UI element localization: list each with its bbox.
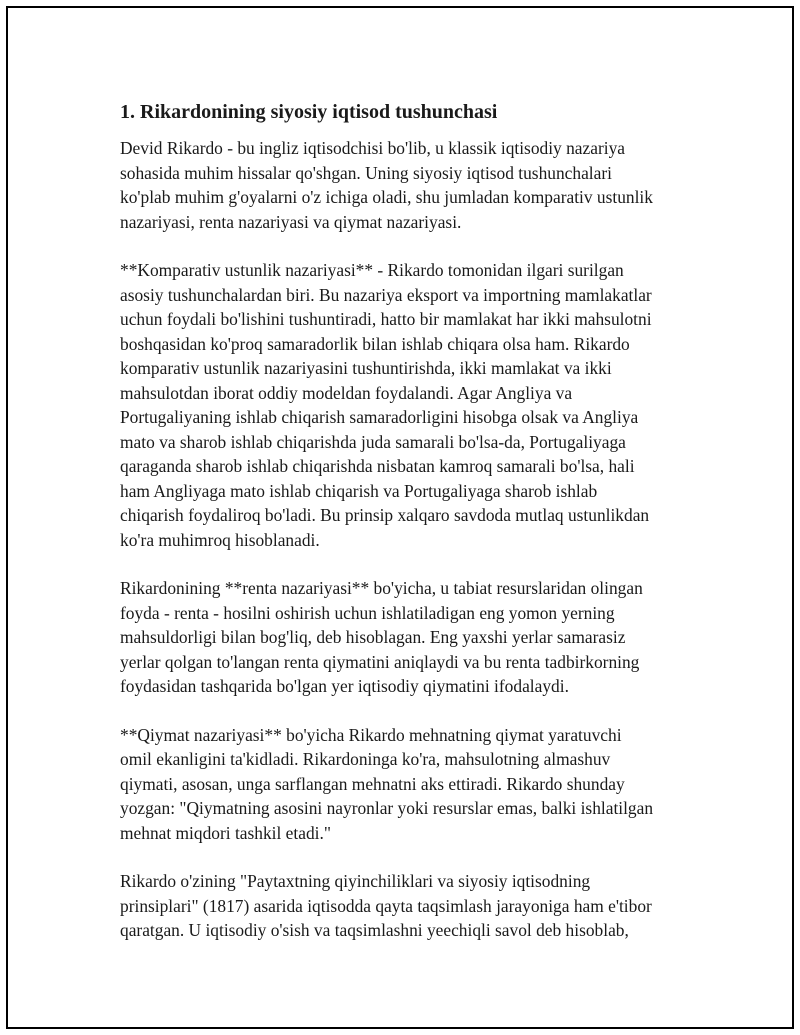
text-line: Rikardo o'zining "Paytaxtning qiyinchiliklari va siyosiy iqtisodning bbox=[120, 871, 591, 891]
text-line: **Qiymat nazariyasi** bo'yicha Rikardo mehnatning qiymat yaratuvchi bbox=[120, 724, 622, 745]
page-frame bbox=[6, 6, 794, 1029]
text-line: asosiy tushunchalardan biri. Bu nazariya eksport va importning mamlakatlar bbox=[120, 284, 652, 305]
text-line: qaraganda sharob ishlab chiqarishda nisbatan kamroq samarali bo'lsa, hali bbox=[120, 456, 635, 476]
text-line: Portugaliyaning ishlab chiqarish samaradorligini hisobga olsak va Angliya bbox=[120, 407, 639, 427]
text-line: mahsulotdan iborat oddiy modeldan foydalandi. Agar Angliya va bbox=[120, 382, 573, 403]
text-line: omil ekanligini ta'kidladi. Rikardoninga ko'ra, mahsulotning almashuv bbox=[120, 749, 611, 769]
paragraph-principles-book bbox=[120, 869, 696, 943]
text-line: yozgan: "Qiymatning asosini nayronlar yoki resurslar emas, balki ishlatilgan bbox=[120, 798, 654, 818]
text-line: qiymati, asosan, unga sarflangan mehnatni aks ettiradi. Rikardo shunday bbox=[120, 773, 625, 794]
text-line: sohasida muhim hissalar qo'shgan. Uning siyosiy iqtisod tushunchalari bbox=[120, 162, 612, 183]
text-line: Devid Rikardo - bu ingliz iqtisodchisi bo'lib, u klassik iqtisodiy nazariya bbox=[120, 138, 625, 158]
text-line: ham Angliyaga mato ishlab chiqarish va Portugaliyaga sharob ishlab bbox=[120, 480, 598, 501]
text-line: Rikardonining **renta nazariyasi** bo'yicha, u tabiat resurslaridan olingan bbox=[120, 578, 643, 598]
text-line: uchun foydali bo'lishini tushuntiradi, hatto bir mamlakat har ikki mahsulotni bbox=[120, 309, 652, 329]
text-line: foyda - renta - hosilni oshirish uchun ishlatiladigan eng yomon yerning bbox=[120, 602, 615, 623]
text-line: yerlar qolgan to'langan renta qiymatini aniqlaydi va bu renta tadbirkorning bbox=[120, 651, 640, 672]
paragraph-value-theory bbox=[120, 723, 696, 846]
page-title: 1. Rikardonining siyosiy iqtisod tushunchasi bbox=[120, 101, 498, 123]
text-line: mato va sharob ishlab chiqarishda juda samarali bo'lsa-da, Portugaliyaga bbox=[120, 431, 626, 452]
text-line: komparativ ustunlik nazariyasini tushuntirishda, ikki mamlakat va ikki bbox=[120, 358, 612, 378]
paragraph-comparative-advantage bbox=[120, 258, 696, 552]
text-line: boshqasidan ko'proq samaradorlik bilan ishlab chiqara olsa ham. Rikardo bbox=[120, 333, 630, 354]
text-line: foydasidan tashqarida bo'lgan yer iqtisodiy qiymatini ifodalaydi. bbox=[120, 676, 569, 696]
text-line: prinsiplari" (1817) asarida iqtisodda qayta taqsimlash jarayoniga ham e'tibor bbox=[120, 895, 652, 916]
text-line: **Komparativ ustunlik nazariyasi** - Rikardo tomonidan ilgari surilgan bbox=[120, 260, 624, 280]
text-line: mehnat miqdori tashkil etadi." bbox=[120, 822, 331, 843]
document-body bbox=[120, 98, 696, 967]
paragraph-intro bbox=[120, 136, 696, 234]
paragraph-rent-theory bbox=[120, 576, 696, 699]
text-line: mahsuldorligi bilan bog'liq, deb hisoblagan. Eng yaxshi yerlar samarasiz bbox=[120, 627, 626, 647]
text-line: ko'ra muhimroq hisoblanadi. bbox=[120, 529, 320, 550]
text-line: nazariyasi, renta nazariyasi va qiymat nazariyasi. bbox=[120, 211, 462, 232]
text-line: ko'plab muhim g'oyalarni o'z ichiga oladi, shu jumladan komparativ ustunlik bbox=[120, 187, 653, 207]
text-line: qaratgan. U iqtisodiy o'sish va taqsimlashni yeechiqli savol deb hisoblab, bbox=[120, 920, 629, 940]
text-line: chiqarish foydaliroq bo'ladi. Bu prinsip xalqaro savdoda mutlaq ustunlikdan bbox=[120, 505, 650, 525]
